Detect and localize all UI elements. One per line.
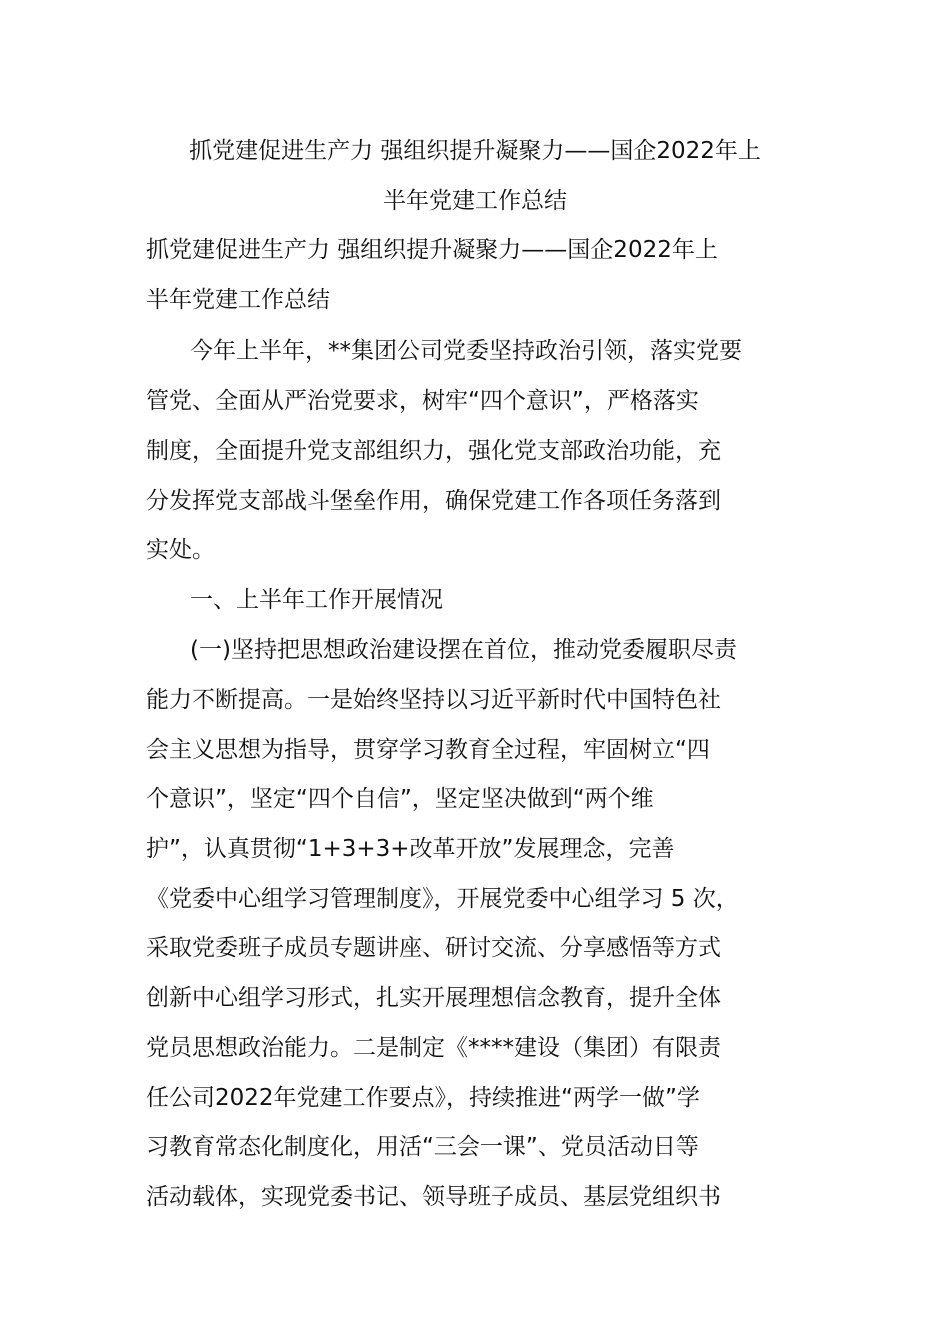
section1-line-9: 党员思想政治能力。二是制定《****建设（集团）有限责 — [146, 1035, 721, 1061]
intro-line-5: 实处。 — [146, 537, 215, 563]
section1-line-11: 习教育常态化制度化，用活“三会一课”、党员活动日等 — [146, 1134, 699, 1160]
section1-line-3: 会主义思想为指导，贯穿学习教育全过程，牢固树立“四 — [146, 737, 710, 763]
section1-line-7: 采取党委班子成员专题讲座、研讨交流、分享感悟等方式 — [146, 935, 721, 961]
section1-line-4: 个意识”，坚定“四个自信”，坚定坚决做到“两个维 — [146, 786, 654, 812]
intro-line-1: 今年上半年，**集团公司党委坚持政治引领，落实党要 — [190, 338, 742, 364]
title-line-1: 抓党建促进生产力 强组织提升凝聚力——国企2022年上 — [189, 138, 761, 164]
subtitle-line-1: 抓党建促进生产力 强组织提升凝聚力——国企2022年上 — [146, 237, 718, 263]
section-heading: 一、上半年工作开展情况 — [190, 587, 443, 613]
subtitle-line-2: 半年党建工作总结 — [146, 287, 330, 313]
intro-line-4: 分发挥党支部战斗堡垒作用，确保党建工作各项任务落到 — [146, 488, 721, 514]
section1-line-2: 能力不断提高。一是始终坚持以习近平新时代中国特色社 — [146, 687, 721, 713]
section1-line-6: 《党委中心组学习管理制度》，开展党委中心组学习 5 次， — [146, 886, 739, 912]
title-line-2: 半年党建工作总结 — [383, 188, 567, 214]
intro-line-2: 管党、全面从严治党要求，树牢“四个意识”，严格落实 — [146, 388, 699, 414]
intro-line-3: 制度，全面提升党支部组织力，强化党支部政治功能，充 — [146, 438, 721, 464]
section1-line-12: 活动载体，实现党委书记、领导班子成员、基层党组织书 — [146, 1184, 721, 1210]
section1-line-8: 创新中心组学习形式，扎实开展理想信念教育，提升全体 — [146, 985, 721, 1011]
section1-line-5: 护”，认真贯彻“1+3+3+改革开放”发展理念，完善 — [146, 836, 675, 862]
section1-line-1: (一)坚持把思想政治建设摆在首位，推动党委履职尽责 — [190, 637, 737, 663]
section1-line-10: 任公司2022年党建工作要点》，持续推进“两学一做”学 — [146, 1085, 700, 1111]
